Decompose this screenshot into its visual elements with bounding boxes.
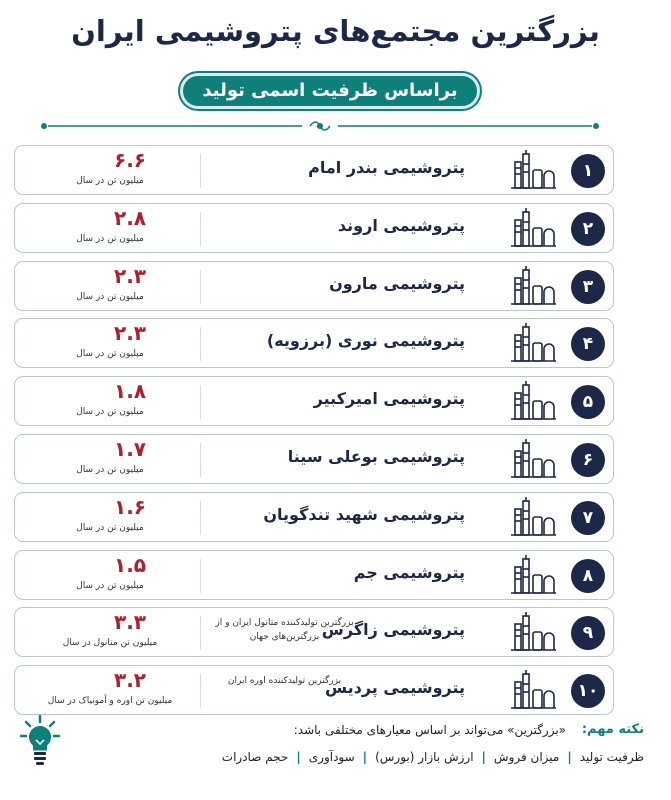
refinery-icon [509, 381, 557, 423]
capacity-unit: میلیون تن اوره و آمونیاک در سال [47, 696, 173, 707]
rank-badge: ۱۰ [571, 674, 605, 708]
refinery-icon [509, 150, 557, 192]
capacity-unit: میلیون تن در سال [76, 176, 144, 186]
refinery-icon [509, 323, 557, 365]
rank-badge: ۹ [571, 616, 605, 650]
rank-badge: ۵ [571, 385, 605, 419]
complex-name: پتروشیمی پردیس [325, 678, 465, 698]
capacity-value: ۶.۶ [113, 148, 146, 172]
rank-badge: ۳ [571, 270, 605, 304]
complex-name: پتروشیمی مارون [329, 273, 465, 293]
rank-badge: ۱ [571, 154, 605, 188]
refinery-icon [509, 670, 557, 712]
important-note [14, 714, 654, 776]
capacity-unit: میلیون تن در سال [76, 291, 144, 302]
capacity-unit: میلیون تن متانول در سال [62, 638, 158, 649]
capacity-unit: میلیون تن در سال [76, 522, 144, 533]
capacity-unit: میلیون تن در سال [76, 349, 144, 360]
note-title: نکته مهم: [581, 722, 644, 737]
list-item [14, 261, 614, 311]
capacity-value: ۱.۸ [113, 379, 146, 404]
rank-badge: ۴ [571, 327, 605, 361]
capacity-value: ۱.۷ [113, 437, 146, 461]
criteria-item: ظرفیت تولید [579, 750, 644, 764]
capacity-unit: میلیون تن در سال [76, 465, 144, 475]
rank-badge: ۶ [571, 443, 605, 477]
row-divider [200, 385, 201, 419]
list-item [14, 665, 614, 715]
capacity-value: ۲.۳ [113, 321, 146, 346]
complex-note: بزرگترین تولیدکننده متانول ایران و از بزرگترین‌های جهان [215, 618, 354, 643]
list-item [14, 550, 614, 600]
complex-name: پتروشیمی اروند [337, 215, 465, 235]
complex-name: پتروشیمی جم [353, 562, 465, 582]
criteria-separator: | [481, 750, 486, 764]
page-title: بزرگترین مجتمع‌های پتروشیمی ایران [71, 14, 600, 48]
capacity-value: ۳.۲ [113, 668, 146, 693]
criteria-item: میزان فروش [493, 750, 560, 764]
complex-name: پتروشیمی امیرکبیر [313, 389, 465, 409]
list-item [14, 203, 614, 253]
note-text: «بزرگترین» می‌تواند بر اساس معیارهای مختلفی باشد: [293, 723, 566, 737]
capacity-unit: میلیون تن در سال [76, 407, 144, 418]
refinery-icon [509, 266, 557, 308]
rank-badge: ۷ [571, 501, 605, 535]
criteria-item: ارزش بازار (بورس) [375, 750, 474, 764]
complex-name: پتروشیمی بندر امام [308, 158, 465, 177]
row-divider [200, 270, 201, 304]
capacity-unit: میلیون تن در سال [76, 580, 144, 591]
row-divider [200, 443, 201, 477]
complex-name: پتروشیمی بوعلی سینا [287, 447, 465, 466]
list-item [14, 492, 614, 542]
capacity-value: ۱.۵ [113, 552, 146, 577]
complex-name: پتروشیمی شهید تندگویان [263, 504, 465, 524]
criteria-separator: | [296, 750, 301, 764]
refinery-icon [509, 439, 557, 481]
list-item [14, 376, 614, 426]
complex-name: پتروشیمی زاگرس [321, 620, 465, 640]
list-item [14, 434, 614, 484]
criteria-list [222, 750, 644, 764]
ornament-divider [40, 117, 600, 135]
ornament-icon [310, 122, 330, 130]
row-divider [200, 327, 201, 361]
lightbulb-icon [20, 714, 60, 768]
capacity-value: ۲.۳ [113, 263, 146, 288]
rank-badge: ۸ [571, 559, 605, 593]
criteria-item: سودآوری [308, 750, 355, 764]
row-divider [200, 154, 201, 188]
row-divider [200, 559, 201, 593]
refinery-icon [509, 208, 557, 250]
criteria-separator: | [362, 750, 368, 764]
row-divider [200, 212, 201, 246]
refinery-icon [509, 612, 557, 654]
list-item [14, 145, 614, 195]
refinery-icon [509, 555, 557, 597]
capacity-value: ۲.۸ [113, 205, 146, 230]
criteria-item: حجم صادرات [221, 750, 289, 764]
list-item [14, 318, 614, 368]
criteria-separator: | [567, 750, 572, 764]
rank-badge: ۲ [571, 212, 605, 246]
refinery-icon [509, 497, 557, 539]
capacity-value: ۳.۳ [113, 610, 146, 635]
subtitle-pill: براساس ظرفیت اسمی تولید [180, 73, 480, 109]
complex-name: پتروشیمی نوری (برزویه) [266, 331, 465, 351]
row-divider [200, 501, 201, 535]
capacity-unit: میلیون تن در سال [76, 233, 144, 244]
list-item [14, 607, 614, 657]
complex-note: بزرگترین تولیدکننده اوره ایران [227, 676, 342, 687]
capacity-value: ۱.۶ [113, 494, 146, 519]
